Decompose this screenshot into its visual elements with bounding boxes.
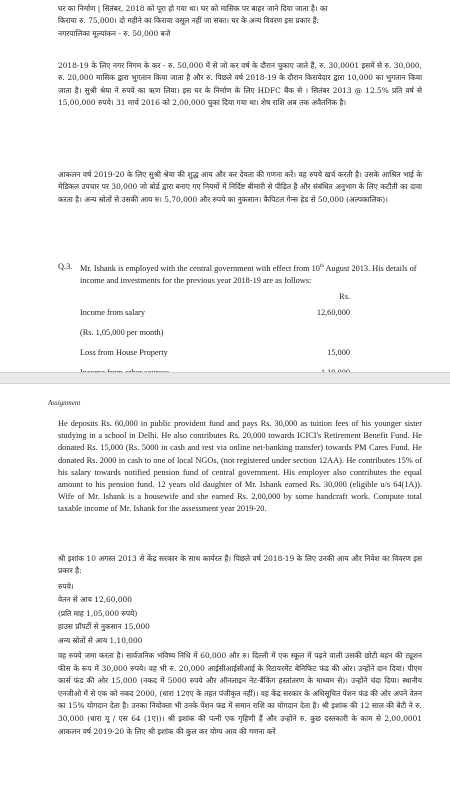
question-text-part: August 2013. His details of income and investments for the previous year 2018-19 are as follows: <box>80 263 417 286</box>
intro-line: नगरपालिका मूल्यांकन - रु. 50,000 बजे <box>58 28 171 38</box>
paragraph-computation <box>58 169 422 206</box>
row-value: 12,60,000 <box>316 308 350 317</box>
income-table <box>80 291 350 381</box>
question-number: Q.3. <box>58 262 73 271</box>
table-row <box>80 347 350 361</box>
paragraph-text: वह रुपये जमा करता है। सार्वजनिक भविष्य निधि में 60,000 और रु। दिल्ली में एक स्कूल में पढ़ने वाली उसकी छोटी बहन की ट्यूशन फीस के रूप में 30,000 रुपये। वह भी रु. 20,000 आईसीआईसीआई के रिटायरमेंट बेनिफिट फंड की ओर। उन्होंने दान दिया। पीएम कार्स फंड की ओर 15,000 (नकद में 5000 रुपये और ऑनलाइन नेट-बैंकिंग हस्तांतरण के माध्यम से)। उन्होंने चंदा दिया। स्थानीय एनजीओ में से एक को नकद 2000, (धारा 12एए के तहत पंजीकृत नहीं)। वह केंद्र सरकार के अधिसूचित पेंशन फंड की ओर अपने वेतन का 15% योगदान देता है। उनका नियोक्ता भी उनके पेंशन फंड में समान राशि का योगदान देता है। श्री इशांक की 12 साल की बेटी ने रु. 30,000 (धारा यू / एस 64 (1ए))। श्री इशांक की पत्नी एक गृहिणी हैं और उन्होंने रु. कुछ दस्तकारी के काम से 2,00,0001 आकलन वर्ष 2019-20 के लिए श्री इशांक की कुल कर योग्य आय की गणना करें <box>58 651 422 736</box>
table-header-row <box>80 291 350 305</box>
table-row <box>80 307 350 321</box>
paragraph-text: 2018-19 के लिए नगर निगम के कर - रु. 50,000 में से जो कर वर्ष के दौरान चुकाए जाते हैं, रु. 30,0001 इसमें से रु. 30,000, रु. 20,000 मासिक द्वारा भुगतान किया जाता है और रु. पिछले वर्ष 2018-19 के दौरान किरायेदार द्वारा 10,000 का भुगतान किया जाता है। सुश्री श्रेया ने रुपये का ऋण लिया। इस घर के निर्माण के लिए HDFC बैंक से । सितंबर 2013 @ 12.5% प्रति वर्ष से 15,00,000 रुपये। 31 मार्च 2016 को 2,00,000 चुका दिया गया था। शेष राशि अब तक अवैतनिक है। <box>58 61 422 108</box>
question-text <box>80 261 422 288</box>
intro-line: घर का निर्माण | सितंबर, 2018 को पूरा हो गया था। घर को मासिक पर बाहर जाने दिया जाता है। का <box>58 4 328 13</box>
currency-header: Rs. <box>339 292 350 301</box>
paragraph-text: श्री इशांक 10 अगस्त 2013 से केंद्र सरकार के साथ कार्यरत हैं। पिछले वर्ष 2018-19 के लिए उनकी आय और निवेश का विवरण इस प्रकार है: <box>58 554 422 576</box>
row-label: Income from salary <box>80 308 145 317</box>
list-item: (प्रति माह 1,05,000 रुपये) <box>58 608 138 618</box>
hindi-income-list <box>58 580 422 647</box>
list-item: अन्य स्रोतों से आय 1,10,000 <box>58 635 143 645</box>
paragraph-hindi-details <box>58 650 422 738</box>
question-text-part: Mr. Ishank is employed with the central government with effect from 10 <box>80 263 320 273</box>
intro-block <box>58 3 422 40</box>
list-item: रुपये। <box>58 582 74 591</box>
paragraph-text: He deposits Rs. 60,000 in public provident fund and pays Rs. 30,000 as tuition fees of his younger sister studying in a school in Delhi. He also contributes Rs. 20,000 towards ICICI's Retirement Benefit Fund. He donated Rs. 15,000 (Rs. 5000 in cash and rest via online net-banking transfer) towards PM Cares Fund. He donated Rs. 2000 in cash to one of local NGOs, (not registered under section 12AA). He contributes 15% of his salary towards notified pension fund of central government. His employer also contributes the equal amount to his pension fund. 12 years old daughter of Mr. Ishank earned Rs. 30,000 (eligible u/s 64(1A)). Wife of Mr. Ishank is a housewife and she earned Rs. 2,00,000 by some handcraft work. Compute total taxable income of Mr. Ishank for the assessment year 2019-20. <box>58 419 422 514</box>
row-label: Loss from House Property <box>80 348 168 357</box>
list-item: वेतन से आय 12,60,000 <box>58 595 132 605</box>
row-value: 15,000 <box>327 348 350 357</box>
page-break <box>0 372 450 384</box>
list-item: हाउस प्रॉपर्टी से नुकसान 15,000 <box>58 622 150 632</box>
question-3 <box>58 261 422 288</box>
paragraph-tax-details <box>58 60 422 110</box>
paragraph-english <box>58 418 422 516</box>
row-label: (Rs. 1,05,000 per month) <box>80 328 164 337</box>
paragraph-text: आकलन वर्ष 2019-20 के लिए सुश्री श्रेया की शुद्ध आय और कर देयता की गणना करें। वह रुपये खर्च करती है। उसके आश्रित भाई के मेडिकल उपचार पर 30,000 जो बोर्ड द्वारा बनाए गए नियमों में निर्दिष्ट बीमारी से पीड़ित है और संबंधित अनुभाग के लिए कटौती का दावा करता है। अन्य स्रोतों से उसकी आय रु। 5,70,000 और रुपये का नुकसान। कैपिटल गेन्स हेड से 50,000 (अल्पकालिक)। <box>58 170 422 204</box>
table-row <box>80 327 350 341</box>
page-header: Assignment <box>48 399 81 407</box>
superscript: th <box>319 264 324 269</box>
intro-line: किराया रु. 75,000। दो महीने का किराया वसूल नहीं जा सका। घर के अन्य विवरण इस प्रकार हैं: <box>58 16 319 26</box>
paragraph-hindi-intro <box>58 553 422 578</box>
